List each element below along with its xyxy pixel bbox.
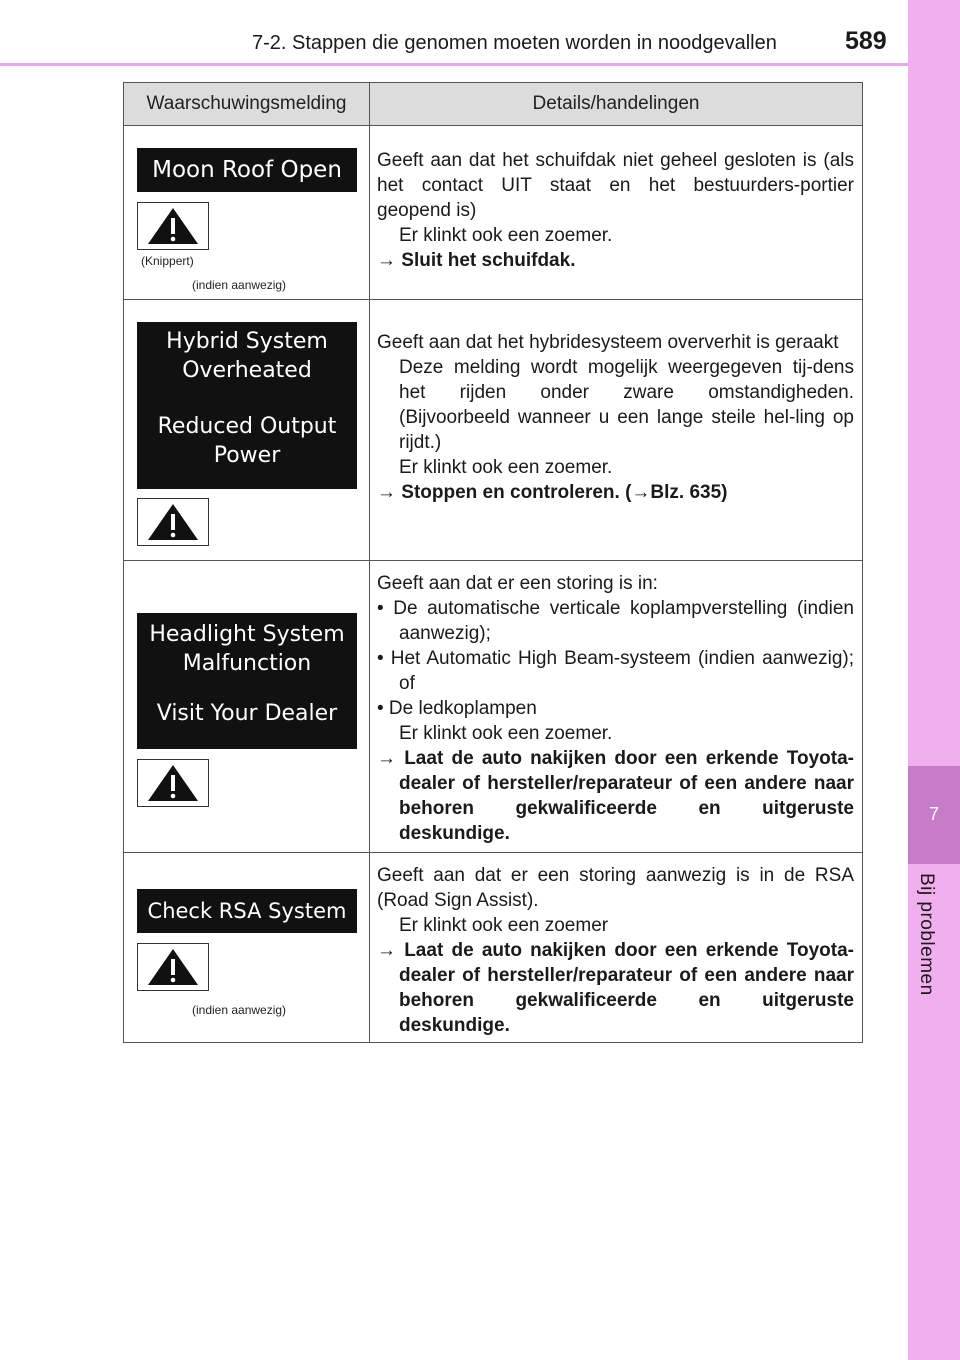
info-text: Deze melding wordt mogelijk weergegeven tij-dens het rijden onder zware omstandigheden. (Bijvoorbeeld wanneer u een lange steile hel-ling op rijdt.): [399, 357, 854, 453]
warning-cell: [124, 300, 370, 561]
table-row: [124, 853, 863, 1043]
list-item: • Het Automatic High Beam-systeem (indien aanwezig); of: [377, 648, 854, 694]
display-line: Malfunction: [182, 650, 312, 676]
warning-table: [123, 82, 863, 1043]
warning-triangle-icon: [137, 759, 209, 807]
action-text: → Stoppen en controleren. (→Blz. 635): [377, 482, 728, 503]
display-line: Visit Your Dealer: [156, 701, 338, 727]
list-item: • De ledkoplampen: [377, 698, 537, 719]
buzzer-text: Er klinkt ook een zoemer.: [399, 225, 613, 246]
buzzer-text: Er klinkt ook een zoemer: [399, 915, 609, 936]
warning-cell: [124, 561, 370, 853]
buzzer-text: Er klinkt ook een zoemer.: [399, 723, 613, 744]
description-text: Geeft aan dat het hybridesysteem oververhit is geraakt: [377, 332, 839, 353]
table-row: [124, 561, 863, 853]
details-cell: [370, 126, 863, 300]
description-text: Geeft aan dat er een storing aanwezig is in de RSA (Road Sign Assist).: [377, 865, 854, 911]
page-number: 589: [845, 27, 887, 55]
message-display: [137, 322, 357, 489]
message-display: [137, 613, 357, 749]
display-line: Hybrid System: [166, 329, 328, 354]
warning-cell: [124, 853, 370, 1043]
column-header-warning: Waarschuwingsmelding: [124, 83, 370, 126]
warning-triangle-icon: [137, 202, 209, 250]
action-text: → Sluit het schuifdak.: [377, 250, 576, 271]
table-row: [124, 126, 863, 300]
display-text: Moon Roof Open: [152, 157, 342, 183]
details-cell: [370, 853, 863, 1043]
description-text: Geeft aan dat het schuifdak niet geheel gesloten is (als het contact UIT staat en het bestuurders-portier geopend is): [377, 150, 854, 221]
display-line: Headlight System: [149, 622, 345, 647]
chapter-number: 7: [928, 804, 939, 824]
section-title: 7-2. Stappen die genomen moeten worden in noodgevallen: [252, 32, 777, 54]
blink-note: (Knippert): [141, 254, 194, 268]
chapter-label: Bij problemen: [916, 873, 937, 996]
side-tab: [908, 0, 960, 1360]
details-cell: [370, 561, 863, 853]
list-item: • De automatische verticale koplampverstelling (indien aanwezig);: [377, 598, 854, 644]
table-row: [124, 300, 863, 561]
warning-triangle-icon: [137, 943, 209, 991]
chapter-tab: [908, 766, 960, 864]
header-divider: [0, 63, 908, 66]
display-line: Power: [213, 442, 281, 468]
page-header: [0, 0, 908, 66]
optional-note: (indien aanwezig): [192, 278, 287, 292]
warning-cell: [124, 126, 370, 300]
display-line: Overheated: [182, 357, 312, 383]
message-display: [137, 889, 357, 933]
action-text: → Laat de auto nakijken door een erkende Toyota-dealer of hersteller/reparateur of een andere naar behoren gekwalificeerde en uitgeruste deskundige.: [377, 940, 854, 1036]
warning-triangle-icon: [137, 498, 209, 546]
optional-note: (indien aanwezig): [192, 1003, 287, 1017]
column-header-details: Details/handelingen: [370, 83, 863, 126]
action-text: → Laat de auto nakijken door een erkende Toyota-dealer of hersteller/reparateur of een andere naar behoren gekwalificeerde en uitgeruste deskundige.: [377, 748, 854, 844]
details-cell: [370, 300, 863, 561]
display-text: Check RSA System: [147, 899, 347, 923]
buzzer-text: Er klinkt ook een zoemer.: [399, 457, 613, 478]
description-text: Geeft aan dat er een storing is in:: [377, 573, 658, 594]
table-header-row: [124, 83, 863, 126]
message-display: [137, 148, 357, 192]
display-line: Reduced Output: [157, 414, 337, 440]
